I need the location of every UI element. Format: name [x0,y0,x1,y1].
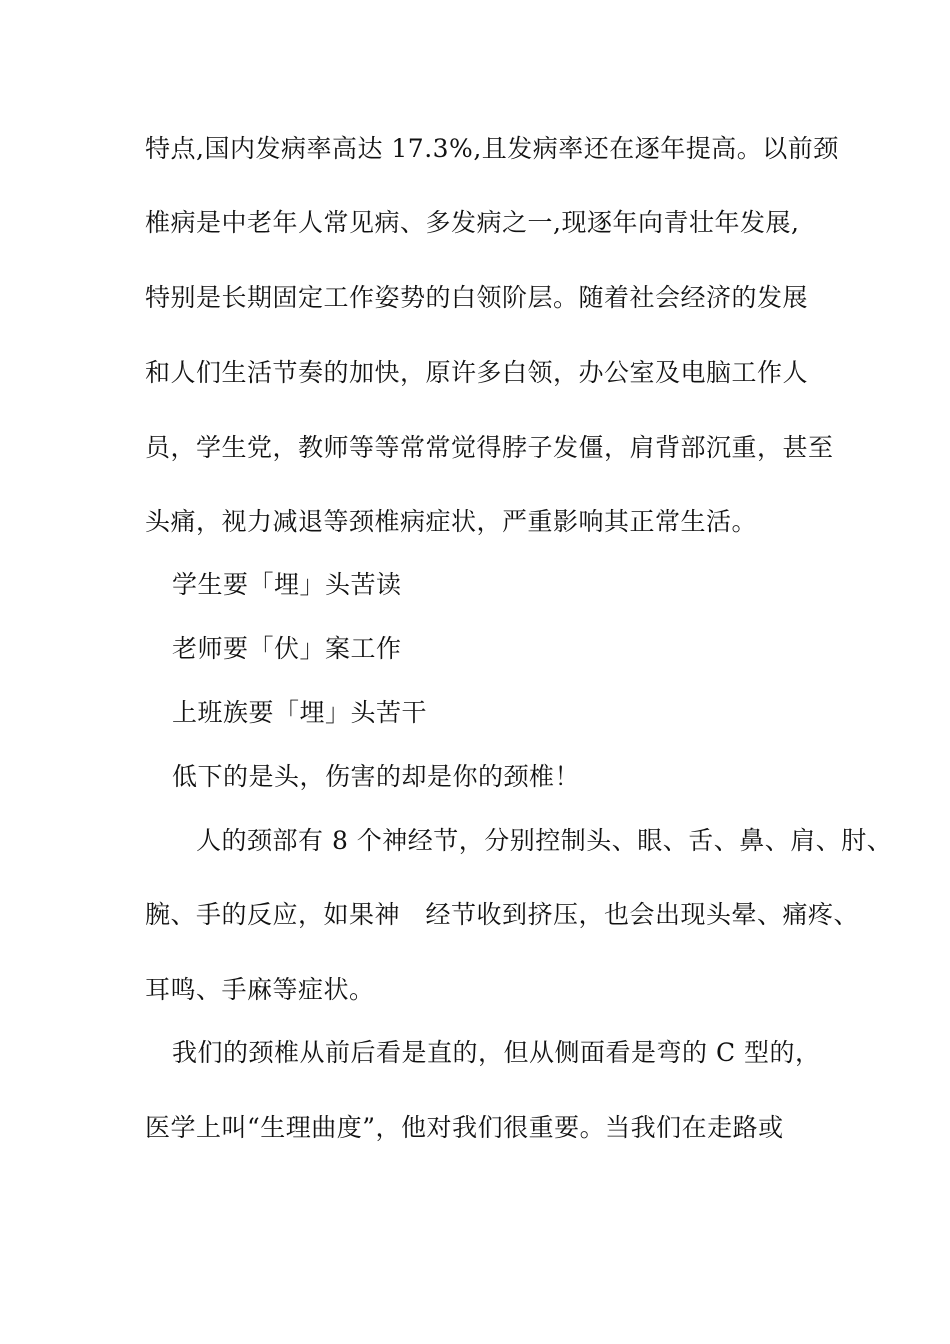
paragraph-line: 耳鸣、手麻等症状。 [145,975,375,1004]
slogan-line: 老师要「伏」案工作 [172,634,402,663]
paragraph-line: 人的颈部有 8 个神经节，分别控制头、眼、舌、鼻、肩、肘、 [196,826,893,855]
paragraph-line: 和人们生活节奏的加快，原许多白领，办公室及电脑工作人 [145,358,809,387]
paragraph-line: 腕、手的反应，如果神 经节收到挤压，也会出现头晕、痛疼、 [145,900,860,929]
paragraph-line: 椎病是中老年人常见病、多发病之一,现逐年向青壮年发展, [145,208,800,237]
paragraph-line: 特点,国内发病率高达 17.3%,且发病率还在逐年提高。以前颈 [145,134,839,163]
paragraph-line: 员，学生党，教师等等常常觉得脖子发僵，肩背部沉重，甚至 [145,433,834,462]
paragraph-line: 特别是长期固定工作姿势的白领阶层。随着社会经济的发展 [145,283,809,312]
slogan-line: 学生要「埋」头苦读 [172,570,402,599]
paragraph-line: 我们的颈椎从前后看是直的，但从侧面看是弯的 C 型的， [172,1038,821,1067]
slogan-line: 上班族要「埋」头苦干 [172,698,428,727]
paragraph-line: 医学上叫“生理曲度”，他对我们很重要。当我们在走路或 [145,1113,784,1142]
slogan-line: 低下的是头，伤害的却是你的颈椎！ [172,762,581,791]
paragraph-line: 头痛，视力减退等颈椎病症状，严重影响其正常生活。 [145,507,758,536]
